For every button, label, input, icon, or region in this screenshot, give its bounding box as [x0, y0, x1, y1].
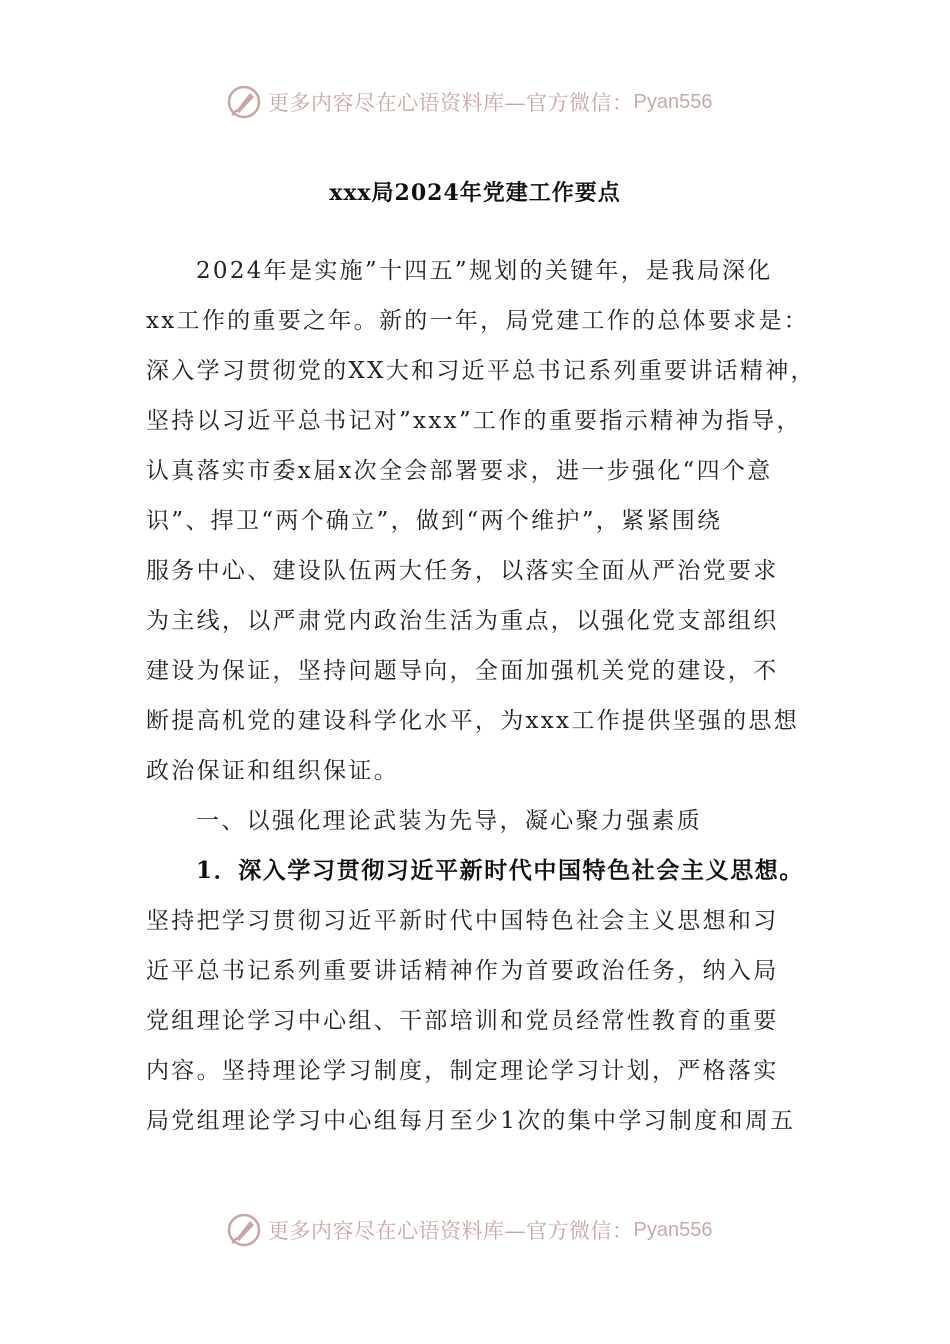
intro-line: 认真落实市委x届x次全会部署要求，进一步强化“四个意: [146, 458, 773, 484]
item-line: 内容。坚持理论学习制度，制定理论学习计划，严格落实: [146, 1058, 779, 1084]
intro-line: 为主线，以严肃党内政治生活为重点，以强化党支部组织: [146, 608, 779, 634]
banner-wechat-label: 官方微信：: [526, 1219, 634, 1243]
pen-nib-icon: [226, 1212, 262, 1248]
item-line: 局党组理论学习中心组每月至少1次的集中学习制度和周五: [146, 1108, 796, 1134]
intro-line: 坚持以习近平总书记对”xxx”工作的重要指示精神为指导，: [146, 408, 802, 434]
item-line: 近平总书记系列重要讲话精神作为首要政治任务，纳入局: [146, 958, 779, 984]
intro-line: 政治保证和组织保证。: [146, 758, 399, 784]
intro-line: 识”、捍卫“两个确立”，做到“两个维护”，紧紧围绕: [146, 508, 723, 534]
item-line: 坚持把学习贯彻习近平新时代中国特色社会主义思想和习: [146, 908, 779, 934]
item-line: 党组理论学习中心组、干部培训和党员经常性教育的重要: [146, 1008, 779, 1034]
banner-brand-text: 更多内容尽在心语资料库—: [268, 91, 526, 115]
intro-line: xx工作的重要之年。新的一年，局党建工作的总体要求是：: [146, 308, 810, 334]
banner-account-id: Pyan556: [633, 1218, 713, 1241]
footer-watermark-banner: [226, 1210, 712, 1250]
header-watermark-banner: [226, 82, 712, 122]
intro-line: 服务中心、建设队伍两大任务，以落实全面从严治党要求: [146, 558, 779, 584]
section-heading: 一、以强化理论武装为先导，凝心聚力强素质: [196, 808, 702, 834]
intro-line: 2024年是实施”十四五”规划的关键年，是我局深化: [196, 258, 773, 284]
intro-line: 深入学习贯彻党的XX大和习近平总书记系列重要讲话精神，: [146, 358, 816, 384]
item-heading: 1．深入学习贯彻习近平新时代中国特色社会主义思想。: [196, 857, 805, 884]
pen-nib-icon: [226, 84, 262, 120]
banner-brand-text: 更多内容尽在心语资料库—: [268, 1219, 526, 1243]
intro-line: 建设为保证，坚持问题导向，全面加强机关党的建设，不: [146, 658, 779, 684]
document-title: xxx局2024年党建工作要点: [329, 180, 621, 206]
intro-line: 断提高机党的建设科学化水平，为xxx工作提供坚强的思想: [146, 708, 800, 734]
banner-wechat-label: 官方微信：: [526, 91, 634, 115]
banner-account-id: Pyan556: [633, 90, 713, 113]
